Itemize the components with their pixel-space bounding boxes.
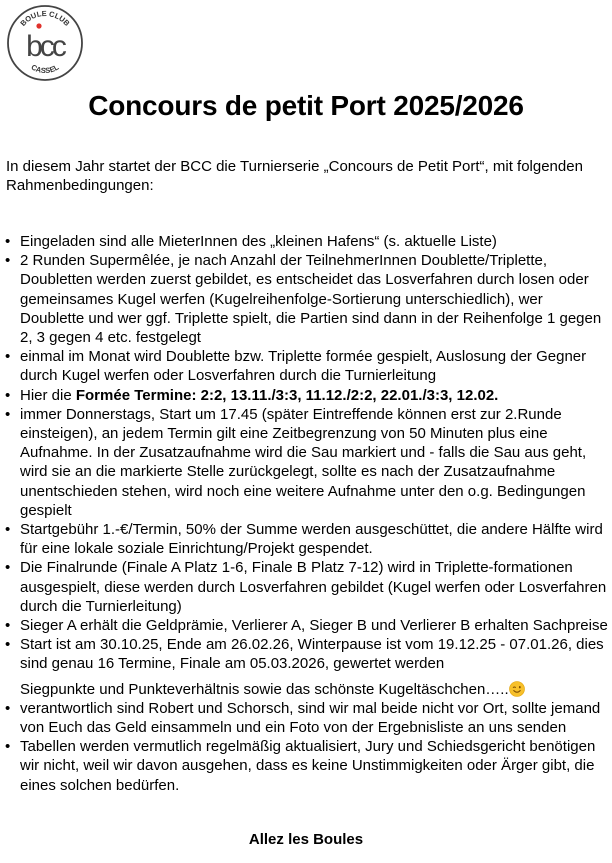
list-item-text: immer Donnerstags, Start um 17.45 (später Eintreffende können erst zur 2.Runde einsteigen), an jedem Termin gilt eine Zeitbegrenzung von 50 Minuten plus eine Aufnahme. In der Zusatzaufnahme wird die Sau markiert und - falls die Sau aus geht, wird sie an die markierte Stelle zurückgelegt, sollte es nach der Zusatzaufnahme unentschieden stehen, wird noch eine weitere Aufnahme unter den o.g. Bedingungen gespielt bbox=[20, 405, 587, 519]
logo-dot bbox=[36, 23, 41, 28]
list-item bbox=[0, 616, 608, 635]
boule-club-cassel-logo-icon bbox=[6, 4, 84, 82]
list-item bbox=[0, 405, 608, 520]
list-item bbox=[0, 251, 608, 347]
list-item-text: Die Finalrunde (Finale A Platz 1-6, Finale B Platz 7-12) wird in Triplette-formationen ausgespielt, diese werden durch Losverfahren gebildet (Kugel werfen oder Losverfahren durch die Turnierleitung) bbox=[20, 559, 607, 615]
club-logo bbox=[6, 4, 84, 82]
list-item bbox=[0, 737, 608, 795]
list-item bbox=[0, 699, 608, 737]
closing-line: Allez les Boules bbox=[248, 831, 364, 848]
logo-letters: bcc bbox=[26, 30, 64, 63]
list-item-text: verantwortlich sind Robert und Schorsch, sind wir mal beide nicht vor Ort, sollte jemand von Euch das Geld einsammeln und ein Foto von der Ergebnisliste an uns senden bbox=[20, 699, 601, 737]
list-item-text: Eingeladen sind alle MieterInnen des „kleinen Hafens“ (s. aktuelle Liste) bbox=[20, 233, 497, 250]
intro-paragraph: In diesem Jahr startet der BCC die Turnierserie „Concours de Petit Port“, mit folgenden Rahmenbedingungen: bbox=[6, 158, 583, 194]
logo-text-bottom: CASSEL bbox=[29, 62, 61, 76]
list-item bbox=[0, 386, 608, 405]
winking-face-icon bbox=[509, 681, 525, 697]
schedule-text: Start ist am 30.10.25, Ende am 26.02.26, Winterpause ist vom 19.12.25 - 07.01.26, dies sind genau 16 Termine, Finale am 05.03.2026, gewertet werden bbox=[20, 636, 604, 673]
page-title: Concours de petit Port 2025/2026 bbox=[88, 90, 524, 121]
schedule-continuation: Siegpunkte und Punkteverhältnis sowie das schönste Kugeltäschchen….. bbox=[20, 680, 509, 698]
list-item bbox=[0, 347, 608, 385]
list-item-text: Sieger A erhält die Geldprämie, Verlierer A, Sieger B und Verlierer B erhalten Sachpreise bbox=[20, 617, 608, 635]
formee-dates: Formée Termine: 2:2, 13.11./3:3, 11.12./2:2, 22.01./3:3, 12.02. bbox=[75, 386, 499, 404]
conditions-list bbox=[0, 232, 608, 795]
list-item bbox=[0, 232, 608, 251]
list-item bbox=[0, 635, 608, 699]
formee-prefix: Hier die bbox=[20, 386, 76, 404]
list-item bbox=[0, 558, 608, 616]
list-item-text: einmal im Monat wird Doublette bzw. Triplette formée gespielt, Auslosung der Gegner durch Kugel werfen oder Losverfahren durch die Turnierleitung bbox=[20, 348, 587, 385]
list-item-text: Tabellen werden vermutlich regelmäßig aktualisiert, Jury und Schiedsgericht benötigen wir nicht, weil wir davon ausgehen, dass es keine Unstimmigkeiten oder Ärger gibt, die eines solchen bedürfen. bbox=[20, 738, 596, 794]
logo-text-top: BOULE CLUB bbox=[18, 8, 72, 28]
list-item-text: 2 Runden Supermêlée, je nach Anzahl der TeilnehmerInnen Doublette/Triplette, Doubletten werden zuerst gebildet, es entscheidet das Losverfahren durch losen oder gemeinsames Kugel werfen (Kugelreihenfolge-Sortierung unterschiedlich), wer Doublette und wer ggf. Triplette spielt, die Partien sind dann in der Reihenfolge 1 gegen 2, 3 gegen 4 etc. festgelegt bbox=[20, 252, 602, 347]
list-item-text: Startgebühr 1.-€/Termin, 50% der Summe werden ausgeschüttet, die andere Hälfte wird für eine lokale soziale Einrichtung/Projekt gespendet. bbox=[20, 521, 603, 558]
list-item bbox=[0, 520, 608, 558]
